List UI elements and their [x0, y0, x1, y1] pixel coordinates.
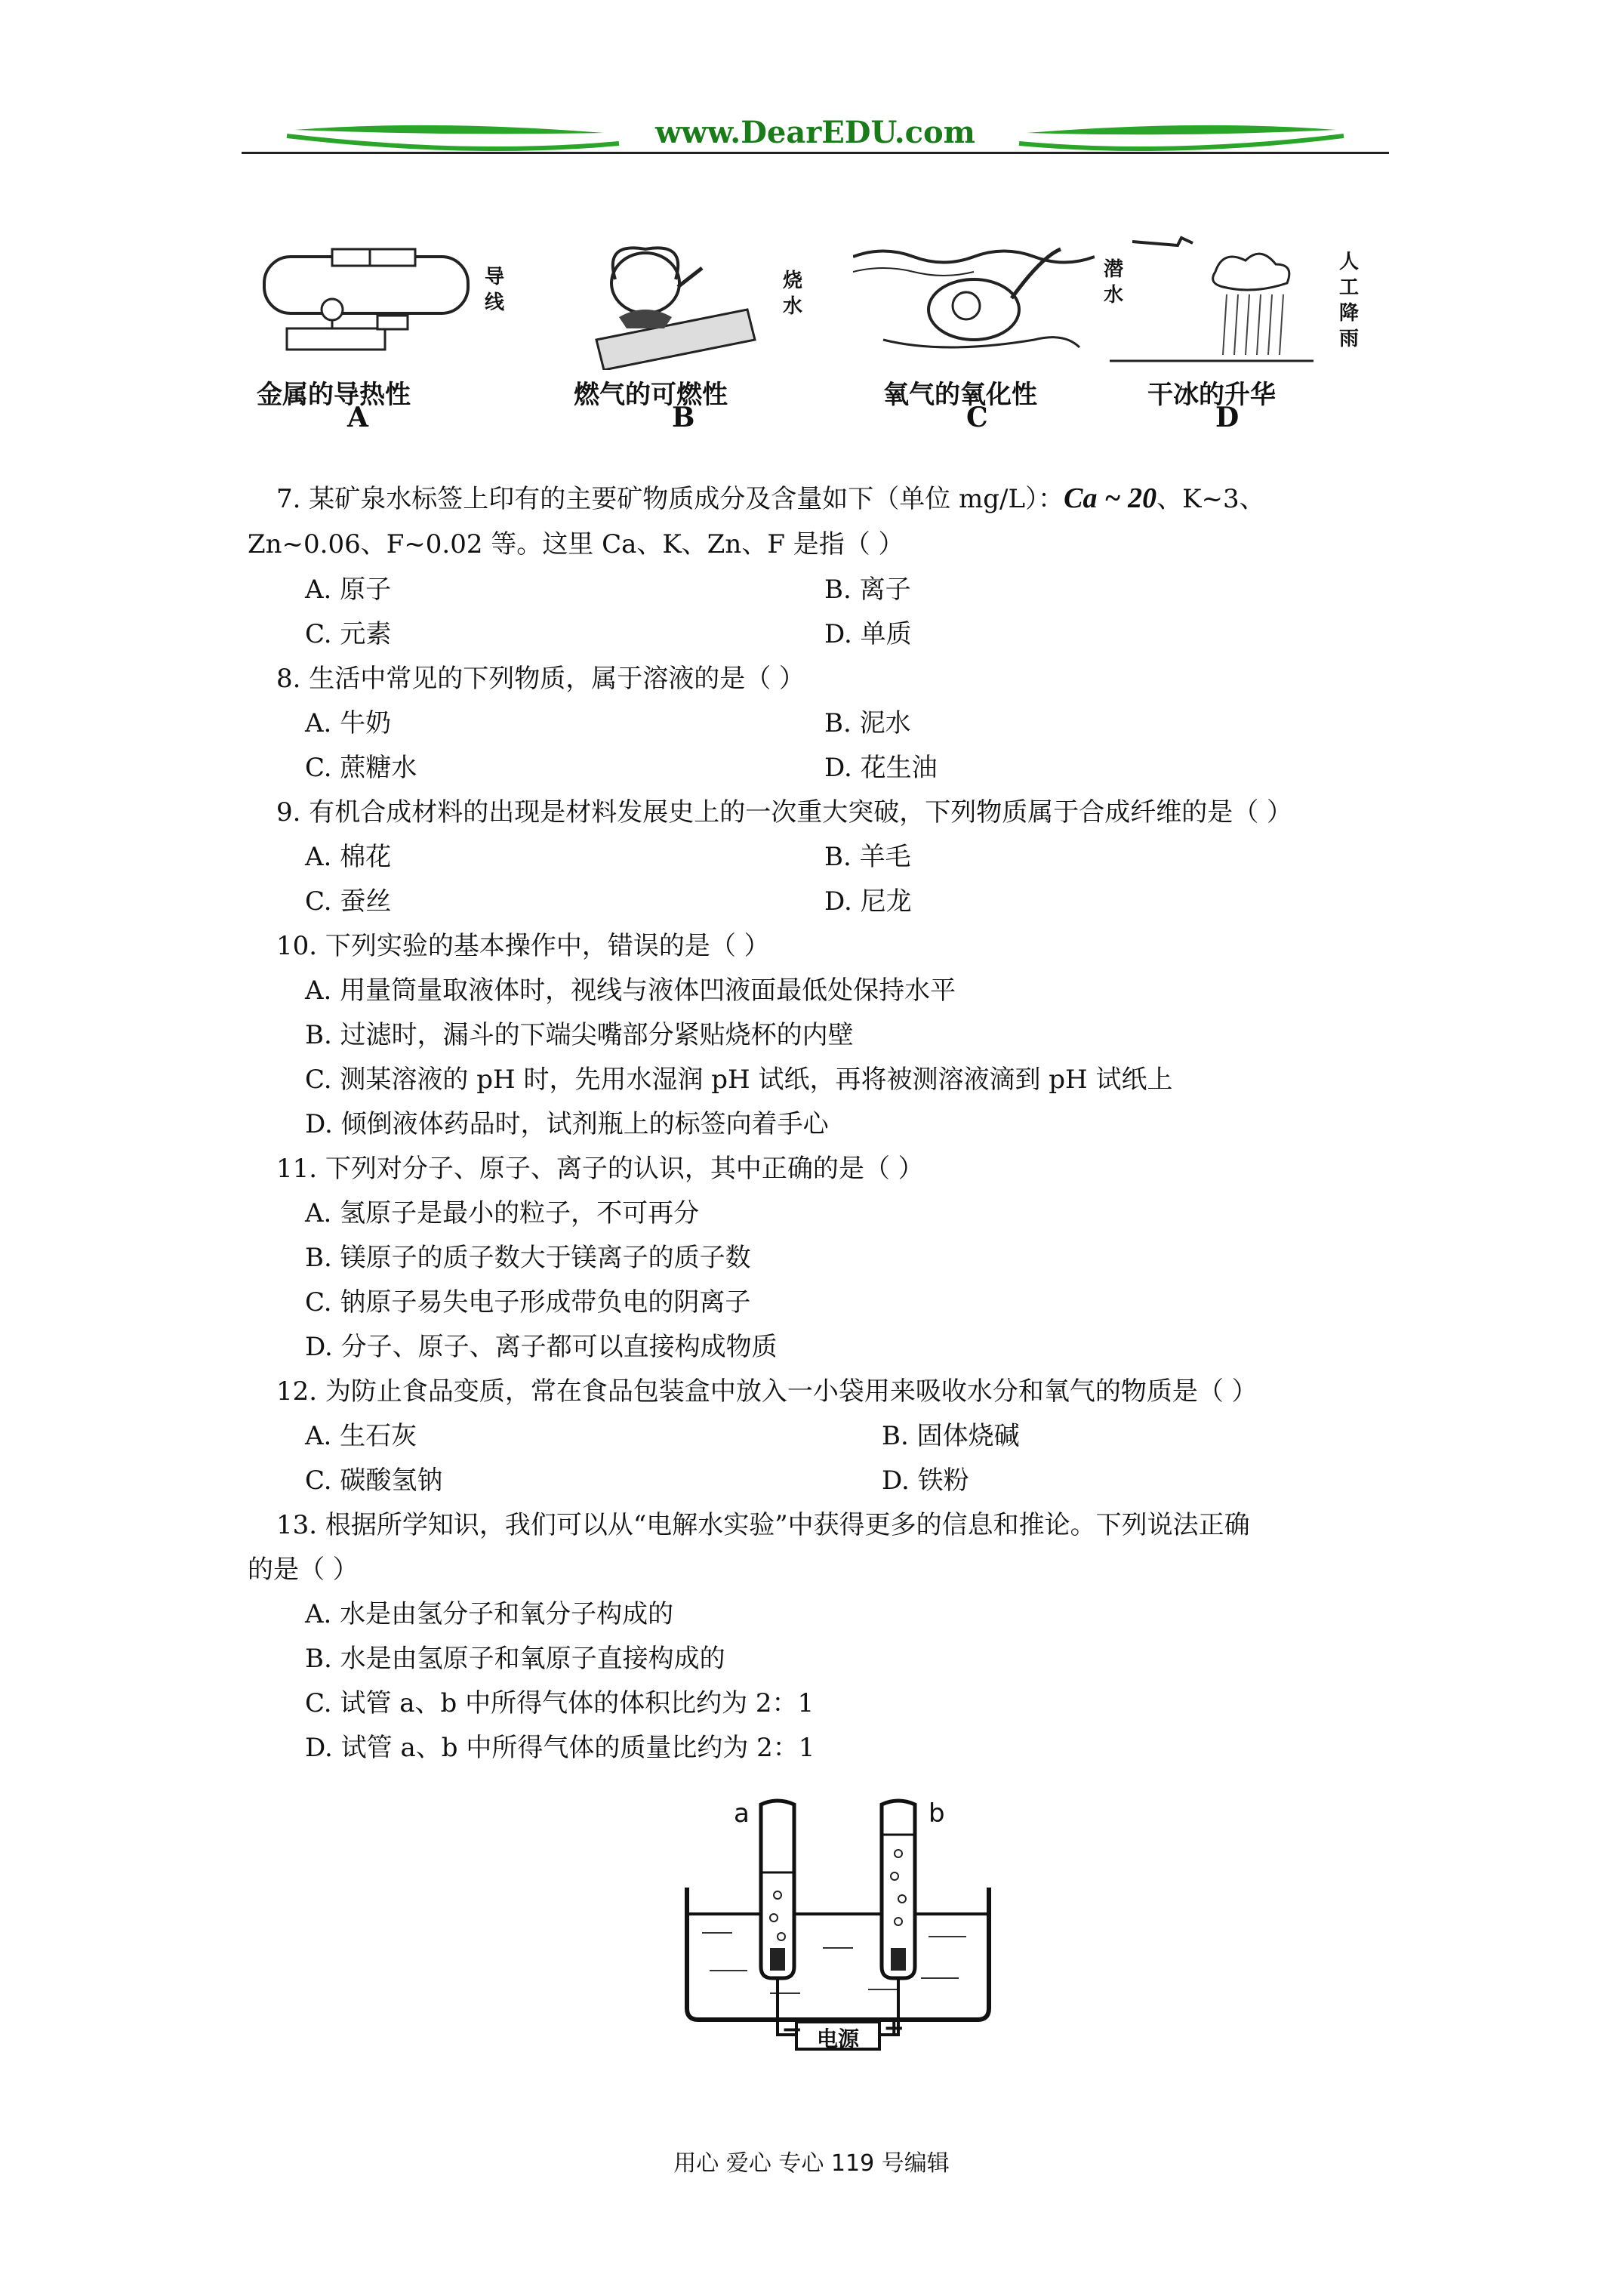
question-9-stem: 9. 有机合成材料的出现是材料发展史上的一次重大突破，下列物质属于合成纤维的是（ ） — [276, 797, 1293, 827]
question-12-option-a[interactable]: A. 生石灰 — [305, 1421, 417, 1451]
figure-c-caption: 氧气的氧化性 — [883, 380, 1037, 410]
question-10-stem: 10. 下列实验的基本操作中，错误的是（ ） — [276, 931, 770, 961]
question-8-option-a[interactable]: A. 牛奶 — [305, 708, 392, 738]
question-11-option-c[interactable]: C. 钠原子易失电子形成带负电的阴离子 — [305, 1287, 751, 1318]
figure-c — [853, 227, 1132, 445]
figure-b-side-label: 烧 水 — [782, 270, 802, 318]
question-13-option-d[interactable]: D. 试管 a、b 中所得气体的质量比约为 2：1 — [305, 1733, 815, 1763]
question-7-option-c[interactable]: C. 元素 — [305, 619, 392, 649]
site-name: www.DearEDU.com — [654, 115, 975, 150]
question-7-stem-text: 7. 某矿泉水标签上印有的主要矿物质成分及含量如下（单位 mg/L）： — [276, 484, 1064, 514]
question-8-option-b[interactable]: B. 泥水 — [824, 708, 911, 738]
negative-terminal-label: − — [781, 2014, 803, 2045]
figure-a-side-label: 导 线 — [484, 266, 504, 314]
question-10-option-b[interactable]: B. 过滤时，漏斗的下端尖嘴部分紧贴烧杯的内壁 — [305, 1020, 854, 1050]
diver-illustration — [853, 227, 1095, 370]
rain-illustration — [1102, 227, 1321, 370]
question-11-option-a[interactable]: A. 氢原子是最小的粒子，不可再分 — [305, 1198, 700, 1228]
figure-b — [574, 227, 823, 445]
question-10-option-d[interactable]: D. 倾倒液体药品时，试剂瓶上的标签向着手心 — [305, 1109, 829, 1139]
positive-terminal-label: + — [883, 2013, 905, 2043]
question-7-option-b[interactable]: B. 离子 — [824, 575, 911, 605]
figure-d-caption: 干冰的升华 — [1147, 380, 1276, 410]
question-12-stem: 12. 为防止食品变质，常在食品包装盒中放入一小袋用来吸收水分和氧气的物质是（ ） — [276, 1376, 1258, 1407]
tube-b-label: b — [929, 1798, 945, 1829]
figure-d — [1102, 227, 1374, 445]
question-13-stem: 13. 根据所学知识，我们可以从“电解水实验”中获得更多的信息和推论。下列说法正确 — [276, 1510, 1250, 1540]
figure-d-side-label: 人 工 降 雨 — [1338, 251, 1359, 350]
kettle-illustration — [574, 227, 770, 370]
question-8-option-c[interactable]: C. 蔗糖水 — [305, 753, 417, 783]
figure-c-letter: C — [966, 402, 988, 433]
question-13-option-a[interactable]: A. 水是由氢分子和氧分子构成的 — [305, 1599, 674, 1629]
question-10-option-c[interactable]: C. 测某溶液的 pH 时，先用水湿润 pH 试纸，再将被测溶液滴到 pH 试纸上 — [305, 1065, 1173, 1095]
figure-row — [257, 227, 1374, 445]
power-source-label: 电源 — [816, 2026, 859, 2051]
question-13-stem-continued: 的是（ ） — [248, 1555, 359, 1585]
conduction-illustration — [257, 227, 483, 362]
question-10-option-a[interactable]: A. 用量筒量取液体时，视线与液体凹液面最低处保持水平 — [305, 975, 956, 1006]
figure-a-caption: 金属的导热性 — [257, 380, 411, 410]
question-9-option-c[interactable]: C. 蚕丝 — [305, 886, 392, 917]
figure-c-side-label: 潜 水 — [1103, 258, 1123, 307]
question-12-option-d[interactable]: D. 铁粉 — [882, 1465, 969, 1496]
question-11-stem: 11. 下列对分子、原子、离子的认识，其中正确的是（ ） — [276, 1154, 924, 1184]
question-11-option-b[interactable]: B. 镁原子的质子数大于镁离子的质子数 — [305, 1243, 751, 1273]
question-7-stem-continued: Zn~0.06、F~0.02 等。这里 Ca、K、Zn、F 是指（ ） — [248, 529, 904, 559]
question-8-option-d[interactable]: D. 花生油 — [824, 753, 938, 783]
question-8-stem: 8. 生活中常见的下列物质，属于溶液的是（ ） — [276, 664, 805, 694]
question-7-stem — [276, 478, 1265, 515]
figure-d-letter: D — [1215, 402, 1240, 433]
question-12-option-c[interactable]: C. 碳酸氢钠 — [305, 1465, 443, 1496]
electrolysis-diagram — [679, 1789, 996, 2069]
question-7-option-d[interactable]: D. 单质 — [824, 619, 912, 649]
question-9-option-d[interactable]: D. 尼龙 — [824, 886, 912, 917]
header-divider — [242, 152, 1389, 154]
question-13-option-b[interactable]: B. 水是由氢原子和氧原子直接构成的 — [305, 1644, 725, 1674]
page-footer: 用心 爱心 专心 119 号编辑 — [673, 2150, 950, 2177]
question-9-option-b[interactable]: B. 羊毛 — [824, 842, 911, 872]
question-7-option-a[interactable]: A. 原子 — [305, 575, 392, 605]
question-13-option-c[interactable]: C. 试管 a、b 中所得气体的体积比约为 2：1 — [305, 1688, 815, 1718]
question-12-option-b[interactable]: B. 固体烧碱 — [882, 1421, 1020, 1451]
question-7-stem-tail: 、K~3、 — [1156, 484, 1265, 514]
question-9-option-a[interactable]: A. 棉花 — [305, 842, 392, 872]
question-11-option-d[interactable]: D. 分子、原子、离子都可以直接构成物质 — [305, 1332, 778, 1362]
figure-b-letter: B — [672, 402, 695, 433]
question-7-formula: Ca ~ 20 — [1064, 482, 1157, 514]
figure-a-letter: A — [347, 402, 368, 433]
figure-b-caption: 燃气的可燃性 — [574, 380, 728, 410]
figure-a — [257, 227, 521, 445]
tube-a-label: a — [734, 1798, 750, 1829]
